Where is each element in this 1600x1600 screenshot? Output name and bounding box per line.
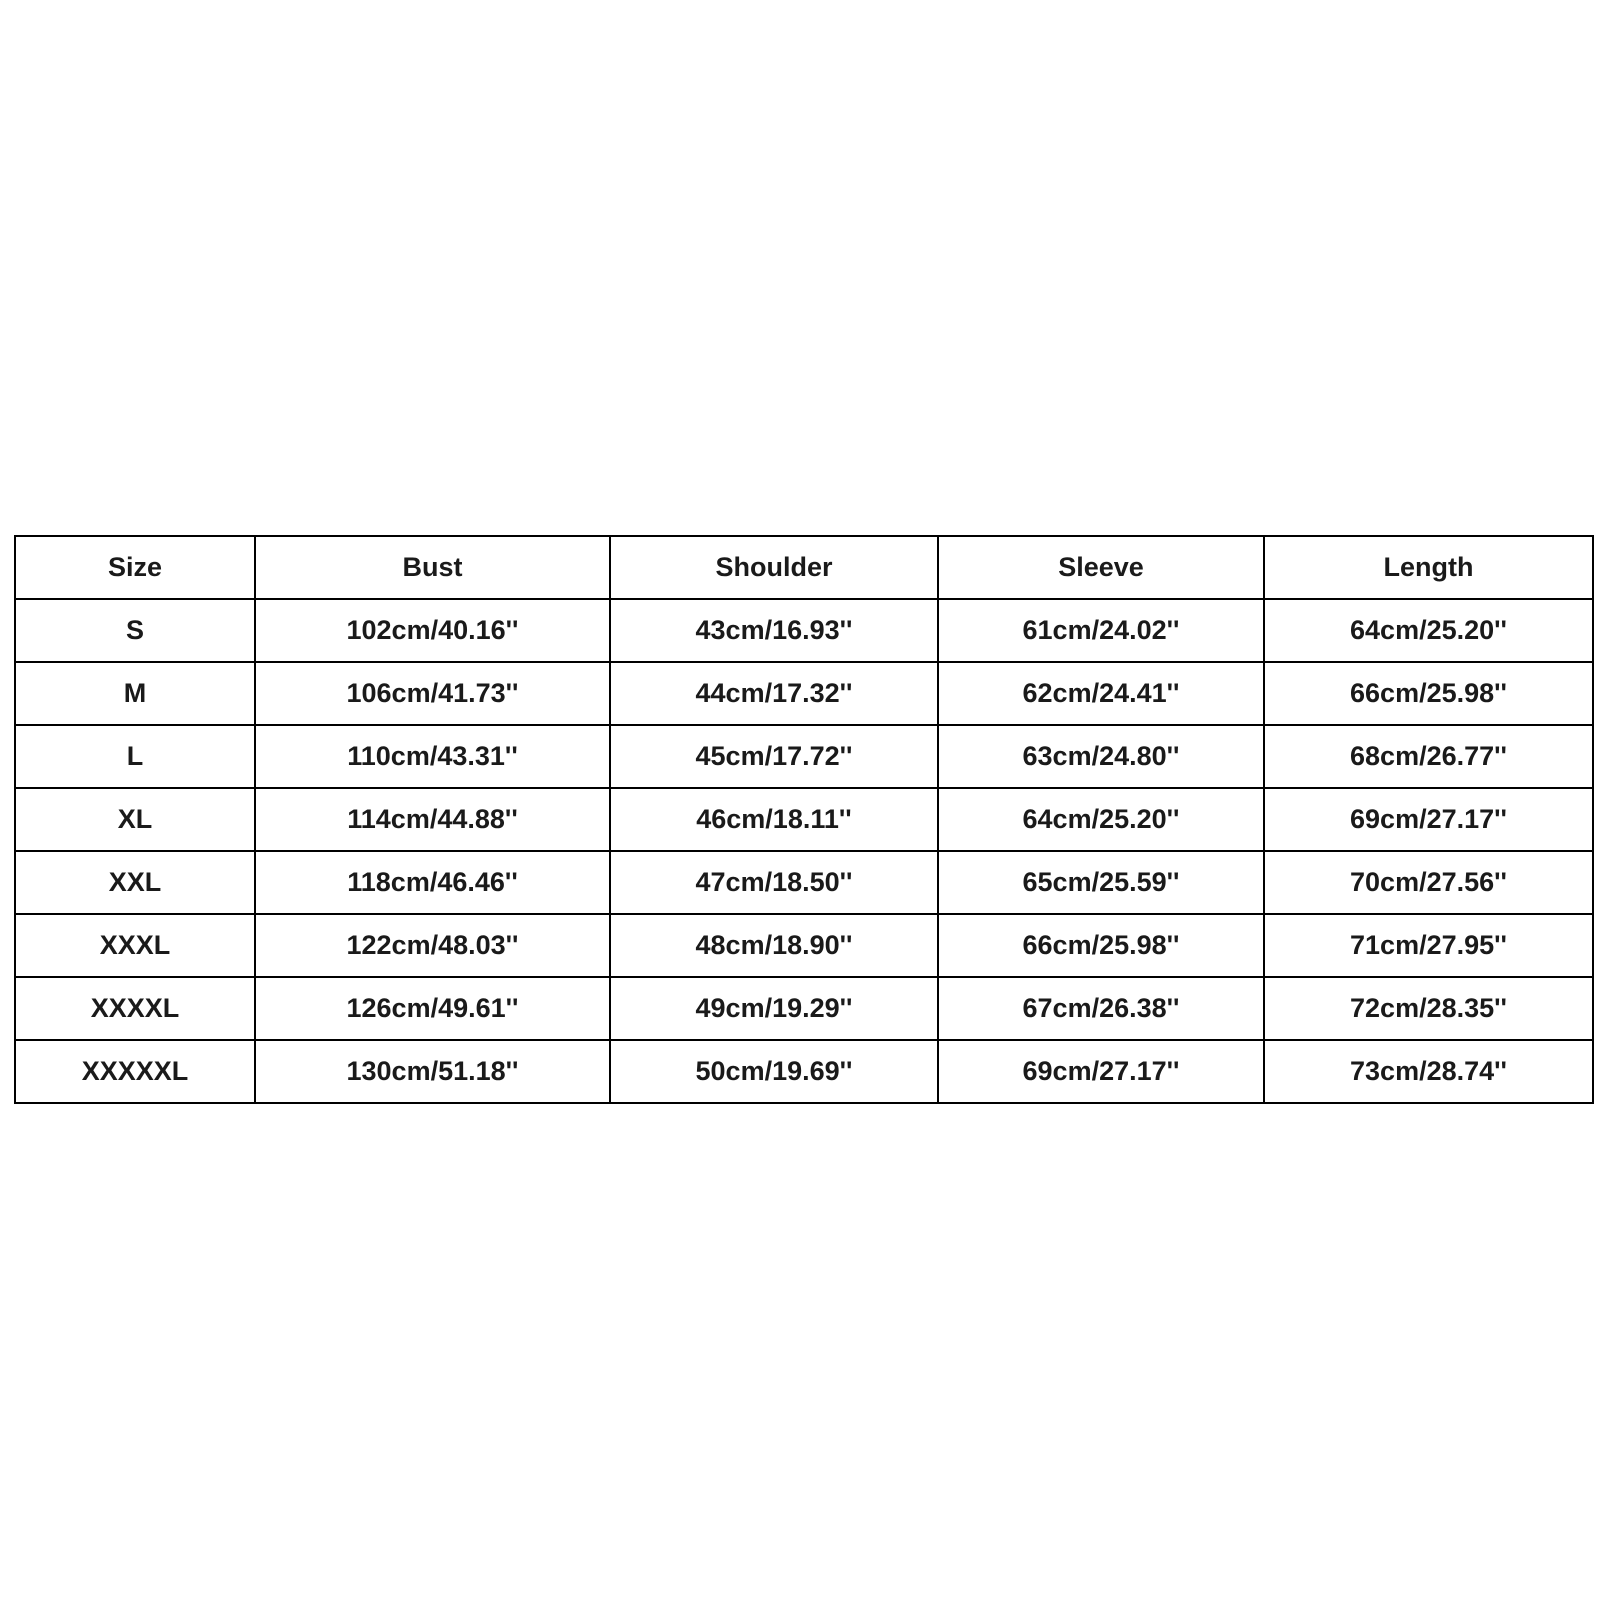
cell-sleeve: 63cm/24.80'' [938, 725, 1264, 788]
cell-shoulder: 50cm/19.69'' [610, 1040, 938, 1103]
cell-shoulder: 49cm/19.29'' [610, 977, 938, 1040]
cell-shoulder: 43cm/16.93'' [610, 599, 938, 662]
cell-bust: 122cm/48.03'' [255, 914, 610, 977]
cell-sleeve: 69cm/27.17'' [938, 1040, 1264, 1103]
cell-sleeve: 64cm/25.20'' [938, 788, 1264, 851]
cell-bust: 102cm/40.16'' [255, 599, 610, 662]
cell-length: 73cm/28.74'' [1264, 1040, 1593, 1103]
header-sleeve: Sleeve [938, 536, 1264, 599]
cell-size: S [15, 599, 255, 662]
cell-sleeve: 66cm/25.98'' [938, 914, 1264, 977]
cell-shoulder: 45cm/17.72'' [610, 725, 938, 788]
header-bust: Bust [255, 536, 610, 599]
cell-shoulder: 46cm/18.11'' [610, 788, 938, 851]
cell-length: 71cm/27.95'' [1264, 914, 1593, 977]
cell-shoulder: 47cm/18.50'' [610, 851, 938, 914]
table-row [15, 599, 1593, 662]
cell-size: XXL [15, 851, 255, 914]
cell-bust: 110cm/43.31'' [255, 725, 610, 788]
table-row [15, 851, 1593, 914]
cell-length: 66cm/25.98'' [1264, 662, 1593, 725]
cell-length: 68cm/26.77'' [1264, 725, 1593, 788]
cell-length: 64cm/25.20'' [1264, 599, 1593, 662]
table-row [15, 977, 1593, 1040]
size-chart-table [14, 535, 1594, 1104]
cell-shoulder: 48cm/18.90'' [610, 914, 938, 977]
cell-length: 70cm/27.56'' [1264, 851, 1593, 914]
cell-bust: 130cm/51.18'' [255, 1040, 610, 1103]
cell-bust: 106cm/41.73'' [255, 662, 610, 725]
table-row [15, 788, 1593, 851]
header-shoulder: Shoulder [610, 536, 938, 599]
cell-length: 69cm/27.17'' [1264, 788, 1593, 851]
table-row [15, 662, 1593, 725]
cell-sleeve: 67cm/26.38'' [938, 977, 1264, 1040]
cell-bust: 114cm/44.88'' [255, 788, 610, 851]
cell-sleeve: 62cm/24.41'' [938, 662, 1264, 725]
cell-sleeve: 61cm/24.02'' [938, 599, 1264, 662]
table-row [15, 914, 1593, 977]
cell-bust: 118cm/46.46'' [255, 851, 610, 914]
header-length: Length [1264, 536, 1593, 599]
cell-size: L [15, 725, 255, 788]
table-header-row [15, 536, 1593, 599]
cell-shoulder: 44cm/17.32'' [610, 662, 938, 725]
cell-size: M [15, 662, 255, 725]
header-size: Size [15, 536, 255, 599]
table-row [15, 1040, 1593, 1103]
cell-size: XXXXL [15, 977, 255, 1040]
cell-size: XXXL [15, 914, 255, 977]
table-row [15, 725, 1593, 788]
cell-length: 72cm/28.35'' [1264, 977, 1593, 1040]
cell-size: XL [15, 788, 255, 851]
cell-size: XXXXXL [15, 1040, 255, 1103]
cell-bust: 126cm/49.61'' [255, 977, 610, 1040]
cell-sleeve: 65cm/25.59'' [938, 851, 1264, 914]
